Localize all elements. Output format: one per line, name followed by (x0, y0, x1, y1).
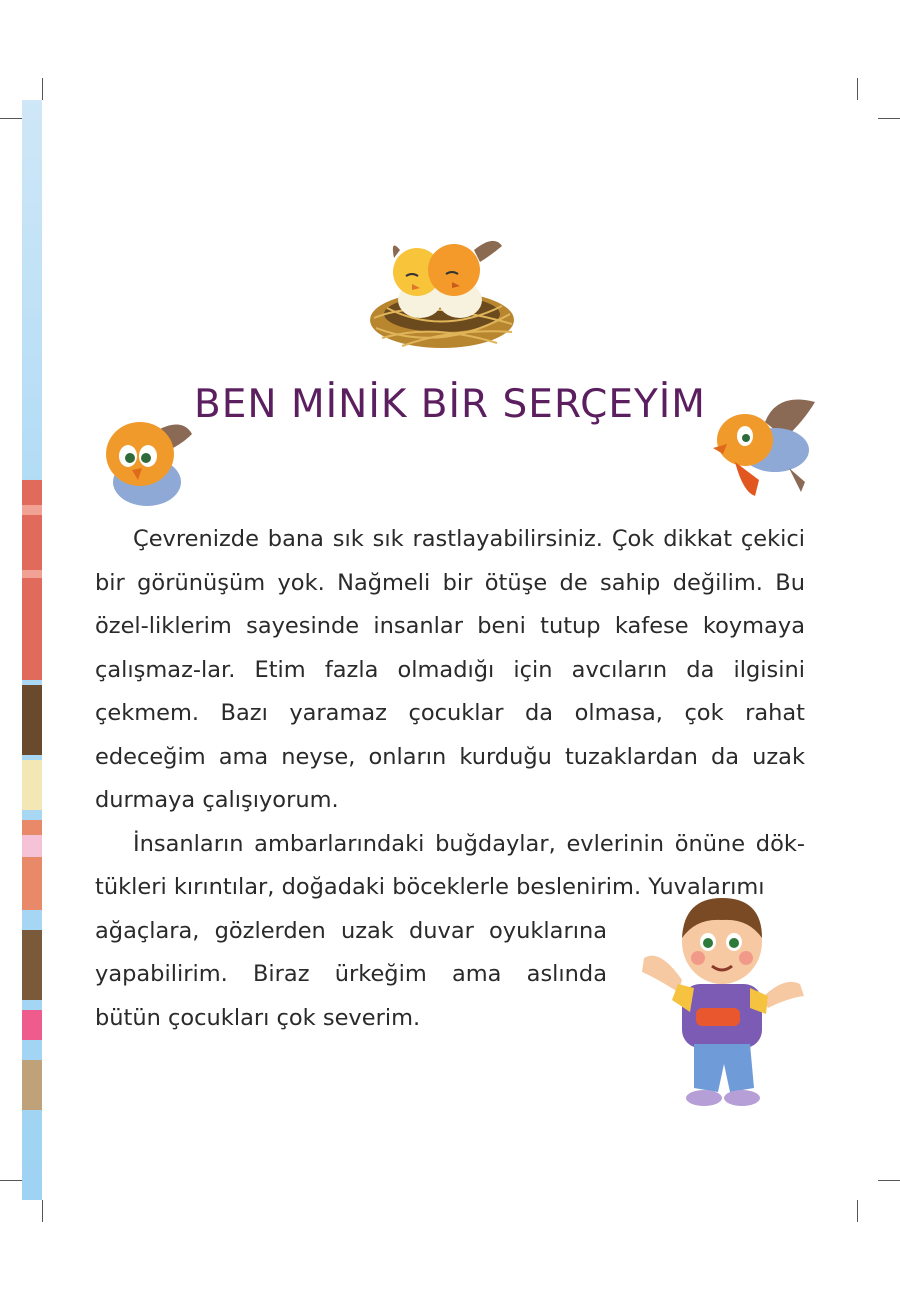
crop-mark (857, 78, 858, 100)
bird-nest-icon (362, 228, 522, 363)
crop-mark (42, 1200, 43, 1222)
crop-mark (878, 1180, 900, 1181)
crop-mark (0, 118, 22, 119)
crop-mark (42, 78, 43, 100)
crop-mark (857, 1200, 858, 1222)
paragraph: Çevrenizde bana sık sık rastlayabilirsiniz. Çok dikkat çekici bir görünüşüm yok. Nağmeli bir ötüşe de sahip değilim. Bu özel-liklerim sayesinde insanlar beni tutup kafese koymaya çalışmaz-lar. Etim fazla olmadığı için avcıların da ilgisini çekmem. Bazı yaramaz çocuklar da olmasa, çok rahat edeceğim ama neyse, onların kurduğu tuzaklardan da uzak durmaya çalışıyorum. (95, 526, 805, 813)
story-text (95, 518, 805, 1040)
page-title: BEN MİNİK BİR SERÇEYİM (194, 382, 706, 427)
cover-edge-strip (22, 100, 42, 1200)
paragraph: ağaçlara, gözlerden uzak duvar oyuklarına yapabilirim. Biraz ürkeğim ama aslında bütün çocukları çok severim. (95, 917, 607, 1031)
paragraph: İnsanların ambarlarındaki buğdaylar, evlerinin önüne dök-tükleri kırıntılar, doğadaki böceklerle beslenirim. Yuvalarımı (95, 830, 805, 900)
crop-mark (0, 1180, 22, 1181)
crop-mark (878, 118, 900, 119)
